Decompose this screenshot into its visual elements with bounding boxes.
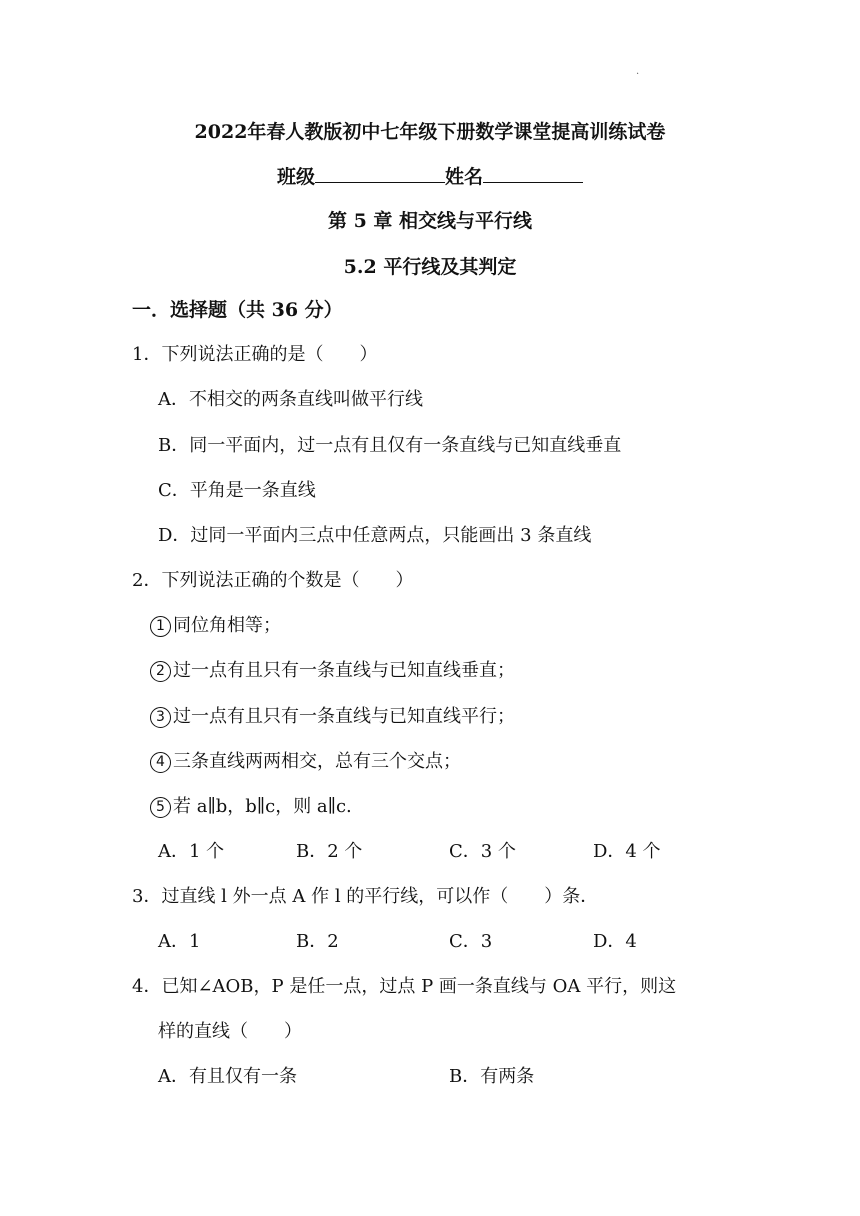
circled-number: 2 xyxy=(150,661,171,682)
question-3-option-a: A．1 xyxy=(158,931,201,952)
circled-number: 5 xyxy=(150,797,171,818)
question-2-stem: 2．下列说法正确的个数是（ ） xyxy=(132,570,414,591)
statement-5: 5 若 a∥b，b∥c，则 a∥c. xyxy=(150,792,352,818)
question-1-option-a: A．不相交的两条直线叫做平行线 xyxy=(158,389,423,410)
question-3-option-b: B．2 xyxy=(296,931,339,952)
question-2-option-a: A．1 个 xyxy=(158,841,225,862)
circled-number: 3 xyxy=(150,707,171,728)
section-title: 5.2 平行线及其判定 xyxy=(343,256,517,278)
question-4-stem-line1: 4．已知∠AOB，P 是任一点，过点 P 画一条直线与 OA 平行，则这 xyxy=(132,976,677,997)
question-4-stem-line2: 样的直线（ ） xyxy=(158,1021,302,1042)
statement-3: 3 过一点有且只有一条直线与已知直线平行； xyxy=(150,702,515,728)
question-4-option-a: A．有且仅有一条 xyxy=(158,1066,297,1087)
chapter-title: 第 5 章 相交线与平行线 xyxy=(327,210,533,232)
question-1-option-b: B．同一平面内，过一点有且仅有一条直线与已知直线垂直 xyxy=(158,435,622,456)
question-1-stem: 1．下列说法正确的是（ ） xyxy=(132,344,378,365)
question-2-option-d: D．4 个 xyxy=(593,841,661,862)
section-heading: 一．选择题（共 36 分） xyxy=(132,299,343,321)
circled-number: 1 xyxy=(150,616,171,637)
question-4-option-b: B．有两条 xyxy=(449,1066,535,1087)
question-3-stem: 3．过直线 l 外一点 A 作 l 的平行线，可以作（ ）条． xyxy=(132,886,599,907)
question-2-option-c: C．3 个 xyxy=(449,841,516,862)
question-1-option-d: D．过同一平面内三点中任意两点，只能画出 3 条直线 xyxy=(158,525,592,546)
page-mark: . xyxy=(636,66,640,77)
circled-number: 4 xyxy=(150,752,171,773)
question-2-option-b: B．2 个 xyxy=(296,841,363,862)
name-label: 姓名 xyxy=(445,166,484,188)
class-label: 班级 xyxy=(276,166,315,188)
question-3-option-d: D．4 xyxy=(593,931,637,952)
student-info-line xyxy=(0,162,860,189)
question-3-option-c: C．3 xyxy=(449,931,493,952)
exam-title: 2022年春人教版初中七年级下册数学课堂提高训练试卷 xyxy=(194,121,666,143)
question-1-option-c: C．平角是一条直线 xyxy=(158,480,316,501)
statement-1: 1 同位角相等； xyxy=(150,611,281,637)
class-blank[interactable] xyxy=(315,164,445,183)
statement-4: 4 三条直线两两相交，总有三个交点； xyxy=(150,747,461,773)
name-blank[interactable] xyxy=(483,164,583,183)
statement-2: 2 过一点有且只有一条直线与已知直线垂直； xyxy=(150,656,515,682)
